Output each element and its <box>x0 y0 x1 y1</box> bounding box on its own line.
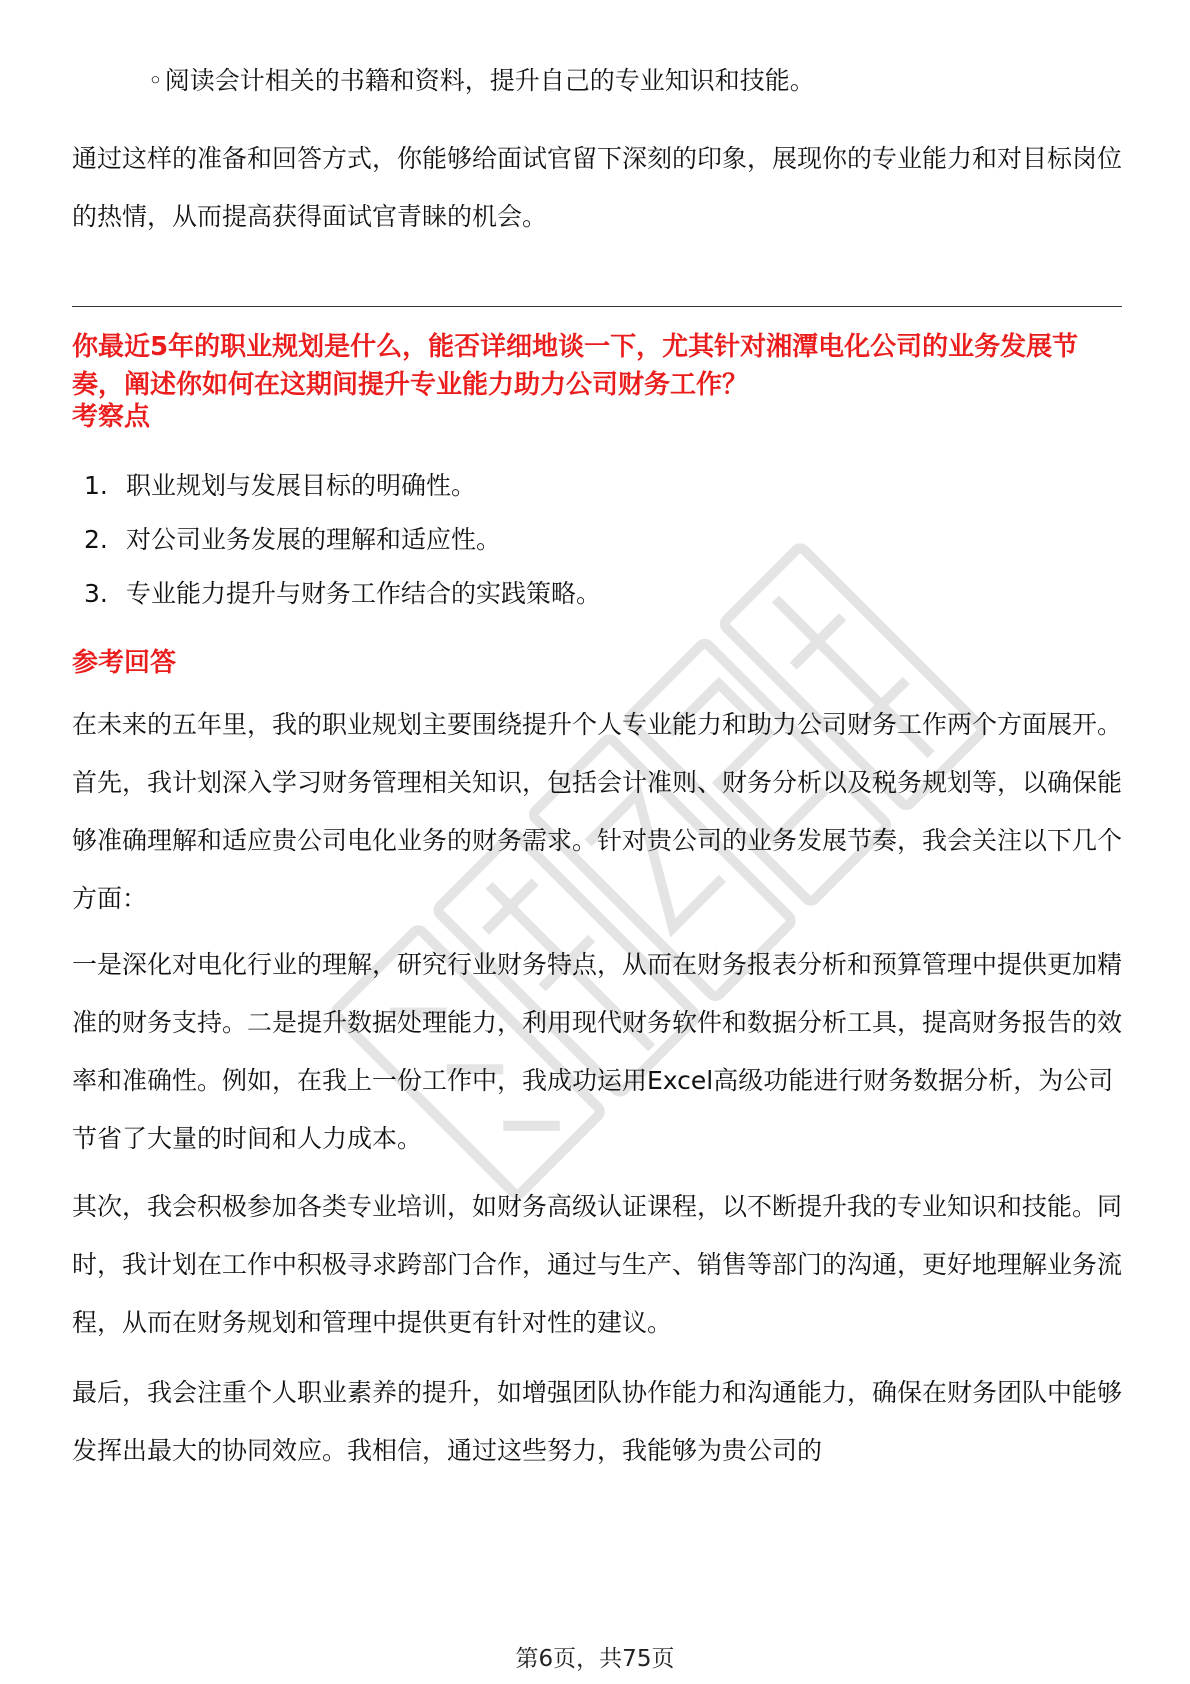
item-text: 对公司业务发展的理解和适应性。 <box>126 525 502 554</box>
page-number-footer: 第6页，共75页 <box>515 1646 675 1672</box>
examination-item-3 <box>84 574 601 610</box>
item-number: 2. <box>84 525 108 554</box>
examination-item-2 <box>84 520 501 556</box>
reference-paragraph-3: 其次，我会积极参加各类专业培训，如财务高级认证课程，以不断提升我的专业知识和技能。同时，我计划在工作中积极寻求跨部门合作，通过与生产、销售等部门的沟通，更好地理解业务流程，从而在财务规划和管理中提供更有针对性的建议。 <box>72 1192 1123 1337</box>
reference-paragraph-2: 一是深化对电化行业的理解，研究行业财务特点，从而在财务报表分析和预算管理中提供更加精准的财务支持。二是提升数据处理能力，利用现代财务软件和数据分析工具，提高财务报告的效率和准确性。例如，在我上一份工作中，我成功运用Excel高级功能进行财务数据分析，为公司节省了大量的时间和人力成本。 <box>72 950 1123 1153</box>
section-divider <box>72 306 1122 307</box>
reference-paragraph-1: 在未来的五年里，我的职业规划主要围绕提升个人专业能力和助力公司财务工作两个方面展开。首先，我计划深入学习财务管理相关知识，包括会计准则、财务分析以及税务规划等，以确保能够准确理解和适应贵公司电化业务的财务需求。针对贵公司的业务发展节奏，我会关注以下几个方面： <box>72 710 1123 913</box>
reference-heading: 参考回答 <box>72 648 177 678</box>
intro-paragraph: 通过这样的准备和回答方式，你能够给面试官留下深刻的印象，展现你的专业能力和对目标岗位的热情，从而提高获得面试官青睐的机会。 <box>72 144 1123 231</box>
item-number: 1. <box>84 471 108 500</box>
item-text: 专业能力提升与财务工作结合的实践策略。 <box>126 579 602 608</box>
item-text: 职业规划与发展目标的明确性。 <box>126 471 477 500</box>
reference-paragraph-4: 最后，我会注重个人职业素养的提升，如增强团队协作能力和沟通能力，确保在财务团队中能够发挥出最大的协同效应。我相信，通过这些努力，我能够为贵公司的 <box>72 1378 1123 1465</box>
interview-question: 你最近5年的职业规划是什么，能否详细地谈一下，尤其针对湘潭电化公司的业务发展节奏，阐述你如何在这期间提升专业能力助力公司财务工作？ <box>72 332 1079 400</box>
examination-item-1 <box>84 466 476 502</box>
examination-heading: 考察点 <box>72 402 151 432</box>
top-bullet-item <box>148 52 815 110</box>
bullet-marker: ◦ <box>148 66 163 95</box>
item-number: 3. <box>84 579 108 608</box>
top-bullet-text: 阅读会计相关的书籍和资料，提升自己的专业知识和技能。 <box>164 66 815 95</box>
